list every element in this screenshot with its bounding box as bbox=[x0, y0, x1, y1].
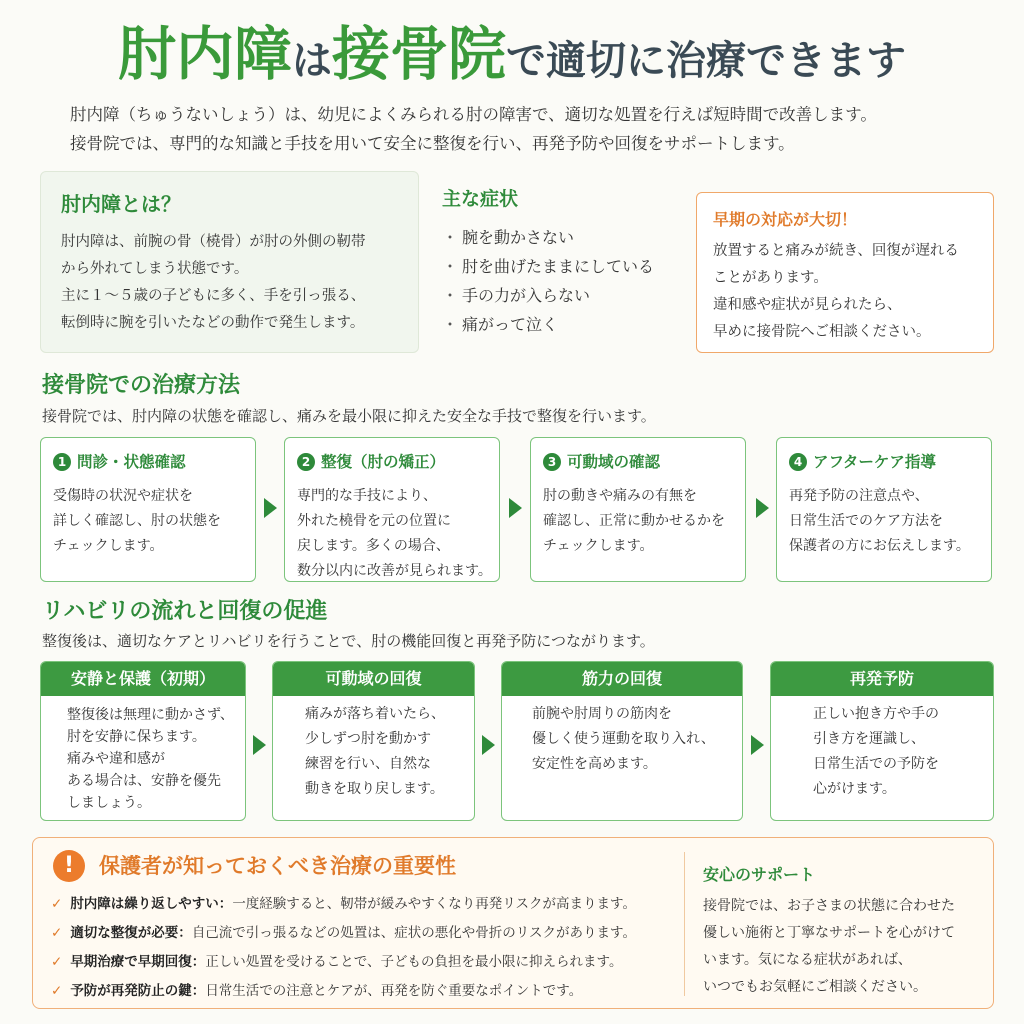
step-title-text: 整復（肘の矯正） bbox=[321, 453, 446, 471]
step-line: チェックします。 bbox=[53, 538, 164, 554]
step-line: 専門的な手技により、 bbox=[297, 488, 437, 504]
step-number: 1 bbox=[53, 453, 71, 471]
step-line: 外れた橈骨を元の位置に bbox=[297, 513, 451, 529]
rehab-heading: リハビリの流れと回復の促進 bbox=[42, 599, 328, 624]
rehab-card-title: 再発予防 bbox=[771, 662, 993, 696]
rehab-card-4 bbox=[770, 661, 994, 821]
rehab-line: 整復後は無理に動かさず、 bbox=[67, 707, 234, 723]
step-number: 4 bbox=[789, 453, 807, 471]
treatment-step-4 bbox=[776, 437, 992, 582]
step-line: 日常生活でのケア方法を bbox=[789, 513, 943, 529]
arrow-right-icon bbox=[264, 498, 277, 518]
rehab-line: 痛みや違和感が bbox=[67, 751, 165, 767]
rehab-line: 少しずつ肘を動かす bbox=[305, 731, 431, 747]
rehab-card-body bbox=[41, 696, 245, 814]
check-icon: ✓ bbox=[51, 954, 63, 970]
importance-list bbox=[51, 890, 691, 1006]
rehab-line: 前腕や肘周りの筋肉を bbox=[532, 706, 672, 722]
rehab-line: 引き方を運識し、 bbox=[813, 731, 925, 747]
rehab-line: 優しく使う運動を取り入れ、 bbox=[532, 731, 715, 747]
title-part2: は bbox=[292, 38, 332, 84]
rehab-line: 痛みが落ち着いたら、 bbox=[305, 706, 445, 722]
support-line: 接骨院では、お子さまの状態に合わせた bbox=[703, 898, 955, 914]
step-number: 3 bbox=[543, 453, 561, 471]
importance-item-bold: 肘内障は繰り返しやすい： bbox=[70, 896, 233, 912]
step-line: 詳しく確認し、肘の状態を bbox=[53, 513, 221, 529]
symptoms-heading: 主な症状 bbox=[442, 188, 519, 210]
importance-item-text: 一度経験すると、靭帯が緩みやすくなり再発リスクが高まります。 bbox=[232, 896, 636, 912]
step-line: 数分以内に改善が見られます。 bbox=[297, 563, 492, 579]
step-line: 肘の動きや痛みの有無を bbox=[543, 488, 697, 504]
treatment-step-1 bbox=[40, 437, 256, 582]
early-line: 早めに接骨院へご相談ください。 bbox=[713, 324, 931, 340]
importance-card bbox=[32, 837, 994, 1009]
importance-heading: 保護者が知っておくべき治療の重要性 bbox=[99, 854, 456, 878]
check-icon: ✓ bbox=[51, 983, 63, 999]
about-line: から外れてしまう状態です。 bbox=[61, 261, 249, 277]
page-title bbox=[0, 18, 1024, 97]
rehab-line: 安定性を高めます。 bbox=[532, 756, 657, 772]
support-line: います。気になる症状があれば、 bbox=[703, 952, 912, 968]
early-response-card bbox=[696, 192, 994, 353]
step-title-text: アフターケア指導 bbox=[813, 453, 936, 471]
rehab-line: 心がけます。 bbox=[813, 781, 896, 797]
rehab-line: 練習を行い、自然な bbox=[305, 756, 431, 772]
about-card bbox=[40, 171, 419, 353]
symptom-item: ・ 手の力が入らない bbox=[442, 281, 682, 310]
support-line: いつでもお気軽にご相談ください。 bbox=[703, 979, 927, 995]
step-title bbox=[543, 450, 733, 472]
intro-text bbox=[70, 100, 970, 158]
intro-line: 肘内障（ちゅうないしょう）は、幼児によくみられる肘の障害で、適切な処置を行えば短時間で改善します。 bbox=[70, 105, 877, 124]
treatment-step-3 bbox=[530, 437, 746, 582]
rehab-line: 正しい抱き方や手の bbox=[813, 706, 939, 722]
early-heading: 早期の対応が大切！ bbox=[713, 210, 858, 229]
symptoms-list bbox=[442, 223, 682, 339]
importance-item-text: 日常生活での注意とケアが、再発を防ぐ重要なポイントです。 bbox=[205, 983, 583, 999]
support-section bbox=[703, 862, 988, 1001]
treatment-heading: 接骨院での治療方法 bbox=[42, 373, 241, 398]
exclamation-icon: ! bbox=[53, 850, 85, 882]
early-line: ことがあります。 bbox=[713, 270, 828, 286]
rehab-line: ある場合は、安静を優先 bbox=[67, 773, 221, 789]
symptom-item: ・ 痛がって泣く bbox=[442, 310, 682, 339]
title-part4: で適切に治療できます bbox=[506, 38, 907, 84]
step-title-text: 可動域の確認 bbox=[567, 453, 661, 471]
step-number: 2 bbox=[297, 453, 315, 471]
rehab-card-title: 筋力の回復 bbox=[502, 662, 742, 696]
rehab-line: しましょう。 bbox=[67, 795, 151, 811]
rehab-card-body bbox=[273, 696, 474, 802]
importance-item-bold: 適切な整復が必要： bbox=[70, 925, 192, 941]
importance-item-bold: 早期治療で早期回復： bbox=[70, 954, 206, 970]
intro-line: 接骨院では、専門的な知識と手技を用いて安全に整復を行い、再発予防や回復をサポートします。 bbox=[70, 134, 795, 153]
title-part1: 肘内障 bbox=[117, 20, 292, 88]
about-line: 主に１～５歳の子どもに多く、手を引っ張る、 bbox=[61, 288, 366, 304]
about-heading: 肘内障とは？ bbox=[61, 192, 181, 216]
rehab-line: 肘を安静に保ちます。 bbox=[67, 729, 206, 745]
rehab-card-1 bbox=[40, 661, 246, 821]
step-line: 受傷時の状況や症状を bbox=[53, 488, 193, 504]
about-line: 転倒時に腕を引いたなどの動作で発生します。 bbox=[61, 315, 365, 331]
step-title-text: 問診・状態確認 bbox=[77, 453, 186, 471]
divider bbox=[684, 852, 685, 996]
step-title bbox=[53, 450, 243, 472]
rehab-card-3 bbox=[501, 661, 743, 821]
rehab-line: 動きを取り戻します。 bbox=[305, 781, 444, 797]
check-icon: ✓ bbox=[51, 925, 63, 941]
step-line: チェックします。 bbox=[543, 538, 654, 554]
rehab-card-body bbox=[502, 696, 742, 777]
importance-item-bold: 予防が再発防止の鍵： bbox=[70, 983, 206, 999]
early-line: 違和感や症状が見られたら、 bbox=[713, 297, 902, 313]
step-line: 再発予防の注意点や、 bbox=[789, 488, 929, 504]
rehab-card-body bbox=[771, 696, 993, 802]
symptom-item: ・ 腕を動かさない bbox=[442, 223, 682, 252]
support-heading: 安心のサポート bbox=[703, 865, 816, 884]
rehab-card-2 bbox=[272, 661, 475, 821]
arrow-right-icon bbox=[482, 735, 495, 755]
treatment-step-2 bbox=[284, 437, 500, 582]
importance-item bbox=[51, 890, 691, 919]
rehab-card-title: 安静と保護（初期） bbox=[41, 662, 245, 696]
early-line: 放置すると痛みが続き、回復が遅れる bbox=[713, 243, 959, 259]
about-line: 肘内障は、前腕の骨（橈骨）が肘の外側の靭帯 bbox=[61, 234, 366, 250]
importance-item-text: 自己流で引っ張るなどの処置は、症状の悪化や骨折のリスクがあります。 bbox=[191, 925, 636, 941]
importance-item bbox=[51, 948, 691, 977]
step-title bbox=[789, 450, 979, 472]
arrow-right-icon bbox=[253, 735, 266, 755]
arrow-right-icon bbox=[751, 735, 764, 755]
step-title bbox=[297, 450, 487, 472]
symptoms-section bbox=[442, 184, 682, 339]
step-line: 保護者の方にお伝えします。 bbox=[789, 538, 970, 554]
support-line: 優しい施術と丁寧なサポートを心がけて bbox=[703, 925, 955, 941]
treatment-subtitle: 接骨院では、肘内障の状態を確認し、痛みを最小限に抑えた安全な手技で整復を行います。 bbox=[42, 407, 656, 425]
check-icon: ✓ bbox=[51, 896, 63, 912]
rehab-card-title: 可動域の回復 bbox=[273, 662, 474, 696]
arrow-right-icon bbox=[509, 498, 522, 518]
importance-item bbox=[51, 977, 691, 1006]
rehab-line: 日常生活での予防を bbox=[813, 756, 939, 772]
arrow-right-icon bbox=[756, 498, 769, 518]
step-line: 確認し、正常に動かせるかを bbox=[543, 513, 725, 529]
rehab-subtitle: 整復後は、適切なケアとリハビリを行うことで、肘の機能回復と再発予防につながります。 bbox=[42, 632, 655, 650]
title-part3: 接骨院 bbox=[332, 20, 507, 88]
importance-item bbox=[51, 919, 691, 948]
importance-item-text: 正しい処置を受けることで、子どもの負担を最小限に抑えられます。 bbox=[205, 954, 623, 970]
step-line: 戻します。多くの場合、 bbox=[297, 538, 450, 554]
symptom-item: ・ 肘を曲げたままにしている bbox=[442, 252, 682, 281]
